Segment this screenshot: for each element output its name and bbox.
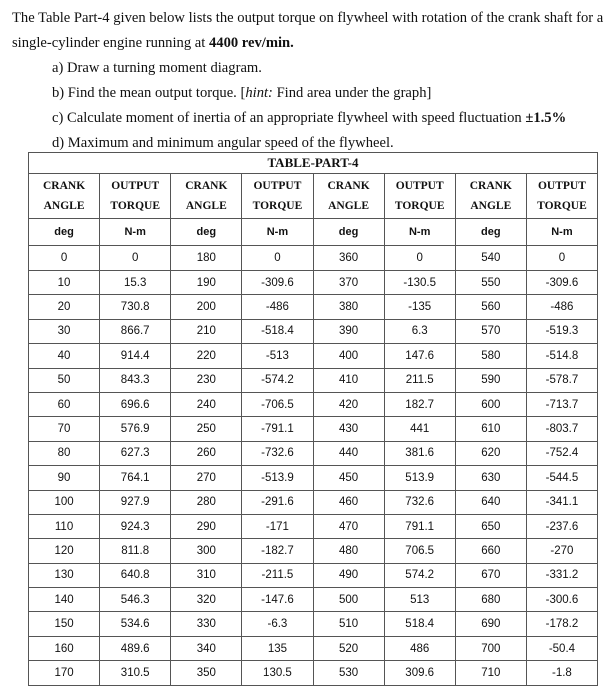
- crank-angle-cell: 300: [171, 539, 242, 563]
- crank-angle-cell: 700: [455, 636, 526, 660]
- output-torque-cell: 546.3: [100, 588, 171, 612]
- crank-angle-cell: 140: [29, 588, 100, 612]
- crank-angle-cell: 640: [455, 490, 526, 514]
- crank-angle-cell: 420: [313, 392, 384, 416]
- output-torque-cell: 135: [242, 636, 313, 660]
- output-torque-cell: 627.3: [100, 441, 171, 465]
- table-title: TABLE-PART-4: [29, 153, 598, 174]
- crank-angle-cell: 660: [455, 539, 526, 563]
- output-torque-cell: -309.6: [526, 271, 597, 295]
- output-torque-cell: 574.2: [384, 563, 455, 587]
- output-torque-cell: 0: [242, 246, 313, 271]
- crank-angle-cell: 200: [171, 295, 242, 319]
- output-torque-cell: -1.8: [526, 661, 597, 685]
- output-torque-cell: -578.7: [526, 368, 597, 392]
- unit-cell: N-m: [100, 219, 171, 246]
- crank-angle-cell: 610: [455, 417, 526, 441]
- output-torque-cell: 0: [100, 246, 171, 271]
- crank-angle-cell: 590: [455, 368, 526, 392]
- crank-angle-cell: 40: [29, 344, 100, 368]
- column-header-line: CRANK: [327, 180, 370, 192]
- crank-angle-cell: 20: [29, 295, 100, 319]
- crank-angle-cell: 580: [455, 344, 526, 368]
- crank-angle-cell: 630: [455, 466, 526, 490]
- table-row: [29, 588, 598, 612]
- crank-angle-cell: 480: [313, 539, 384, 563]
- output-torque-cell: -237.6: [526, 514, 597, 538]
- column-header-line: TORQUE: [394, 200, 445, 212]
- output-torque-cell: 576.9: [100, 417, 171, 441]
- crank-angle-cell: 0: [29, 246, 100, 271]
- table-row: [29, 368, 598, 392]
- crank-angle-cell: 220: [171, 344, 242, 368]
- output-torque-cell: -135: [384, 295, 455, 319]
- output-torque-cell: 130.5: [242, 661, 313, 685]
- speed-fluctuation: ±1.5%: [525, 110, 567, 126]
- table-row: [29, 514, 598, 538]
- column-header-line: ANGLE: [328, 200, 370, 212]
- output-torque-cell: 309.6: [384, 661, 455, 685]
- output-torque-cell: -331.2: [526, 563, 597, 587]
- output-torque-cell: 640.8: [100, 563, 171, 587]
- crank-angle-cell: 310: [171, 563, 242, 587]
- output-torque-cell: -211.5: [242, 563, 313, 587]
- column-header-line: OUTPUT: [253, 180, 302, 192]
- task-b: [52, 81, 607, 106]
- output-torque-cell: 764.1: [100, 466, 171, 490]
- crank-angle-cell: 100: [29, 490, 100, 514]
- crank-angle-cell: 460: [313, 490, 384, 514]
- crank-angle-cell: 530: [313, 661, 384, 685]
- output-torque-cell: 310.5: [100, 661, 171, 685]
- output-torque-cell: 866.7: [100, 319, 171, 343]
- unit-cell: deg: [171, 219, 242, 246]
- table-row: [29, 344, 598, 368]
- crank-angle-cell: 260: [171, 441, 242, 465]
- crank-angle-cell: 160: [29, 636, 100, 660]
- output-torque-cell: -791.1: [242, 417, 313, 441]
- column-header: [29, 174, 100, 219]
- table-row: [29, 539, 598, 563]
- output-torque-cell: 924.3: [100, 514, 171, 538]
- column-header: [100, 174, 171, 219]
- crank-angle-cell: 60: [29, 392, 100, 416]
- column-header: [384, 174, 455, 219]
- output-torque-cell: -574.2: [242, 368, 313, 392]
- table-row: [29, 466, 598, 490]
- output-torque-cell: -50.4: [526, 636, 597, 660]
- crank-angle-cell: 340: [171, 636, 242, 660]
- table-row: [29, 295, 598, 319]
- task-list: [12, 56, 607, 156]
- task-d: d) Maximum and minimum angular speed of the flywheel.: [52, 135, 394, 151]
- table-row: [29, 490, 598, 514]
- engine-speed: 4400 rev/min.: [208, 35, 294, 51]
- output-torque-cell: -300.6: [526, 588, 597, 612]
- crank-angle-cell: 270: [171, 466, 242, 490]
- column-header-line: TORQUE: [110, 200, 160, 212]
- crank-angle-cell: 510: [313, 612, 384, 636]
- crank-angle-cell: 370: [313, 271, 384, 295]
- crank-angle-cell: 550: [455, 271, 526, 295]
- column-header: [313, 174, 384, 219]
- output-torque-cell: -752.4: [526, 441, 597, 465]
- output-torque-cell: -270: [526, 539, 597, 563]
- crank-angle-cell: 690: [455, 612, 526, 636]
- crank-angle-cell: 150: [29, 612, 100, 636]
- output-torque-cell: -706.5: [242, 392, 313, 416]
- output-torque-cell: -803.7: [526, 417, 597, 441]
- output-torque-cell: 706.5: [384, 539, 455, 563]
- crank-angle-cell: 280: [171, 490, 242, 514]
- crank-angle-cell: 330: [171, 612, 242, 636]
- output-torque-cell: 441: [384, 417, 455, 441]
- output-torque-cell: -171: [242, 514, 313, 538]
- crank-angle-cell: 430: [313, 417, 384, 441]
- output-torque-cell: -291.6: [242, 490, 313, 514]
- column-header: [171, 174, 242, 219]
- output-torque-cell: -178.2: [526, 612, 597, 636]
- output-torque-cell: 513.9: [384, 466, 455, 490]
- column-header-line: TORQUE: [252, 200, 303, 212]
- intro-text: The Table Part-4 given below lists the output torque on flywheel with rotation of the crank shaft for a single-cylinder engine running at: [12, 10, 604, 51]
- unit-cell: N-m: [384, 219, 455, 246]
- output-torque-cell: 730.8: [100, 295, 171, 319]
- crank-angle-cell: 670: [455, 563, 526, 587]
- crank-angle-cell: 440: [313, 441, 384, 465]
- table-row: [29, 246, 598, 271]
- crank-angle-cell: 320: [171, 588, 242, 612]
- crank-angle-cell: 130: [29, 563, 100, 587]
- output-torque-cell: -182.7: [242, 539, 313, 563]
- output-torque-cell: 182.7: [384, 392, 455, 416]
- crank-angle-cell: 360: [313, 246, 384, 271]
- output-torque-cell: 486: [384, 636, 455, 660]
- crank-angle-cell: 680: [455, 588, 526, 612]
- crank-angle-cell: 540: [455, 246, 526, 271]
- table-row: [29, 319, 598, 343]
- output-torque-cell: 513: [384, 588, 455, 612]
- crank-angle-cell: 180: [171, 246, 242, 271]
- column-header-line: CRANK: [185, 180, 228, 192]
- crank-angle-cell: 600: [455, 392, 526, 416]
- output-torque-cell: -486: [526, 295, 597, 319]
- crank-angle-cell: 400: [313, 344, 384, 368]
- crank-angle-cell: 710: [455, 661, 526, 685]
- crank-angle-cell: 50: [29, 368, 100, 392]
- table-row: [29, 417, 598, 441]
- output-torque-cell: -513.9: [242, 466, 313, 490]
- crank-angle-cell: 230: [171, 368, 242, 392]
- crank-angle-cell: 470: [313, 514, 384, 538]
- crank-angle-cell: 620: [455, 441, 526, 465]
- column-header-line: OUTPUT: [395, 180, 444, 192]
- output-torque-cell: -518.4: [242, 319, 313, 343]
- crank-angle-cell: 210: [171, 319, 242, 343]
- column-header-line: ANGLE: [470, 200, 512, 212]
- torque-table: [28, 152, 598, 686]
- column-header-line: ANGLE: [185, 200, 227, 212]
- column-header-line: OUTPUT: [111, 180, 160, 192]
- output-torque-cell: 0: [384, 246, 455, 271]
- output-torque-cell: 489.6: [100, 636, 171, 660]
- hint-text: Find area under the graph]: [272, 85, 432, 101]
- crank-angle-cell: 450: [313, 466, 384, 490]
- table-row: [29, 271, 598, 295]
- crank-angle-cell: 90: [29, 466, 100, 490]
- column-header: [526, 174, 597, 219]
- crank-angle-cell: 350: [171, 661, 242, 685]
- output-torque-cell: 6.3: [384, 319, 455, 343]
- output-torque-cell: 927.9: [100, 490, 171, 514]
- crank-angle-cell: 570: [455, 319, 526, 343]
- output-torque-cell: 15.3: [100, 271, 171, 295]
- crank-angle-cell: 110: [29, 514, 100, 538]
- column-header-line: TORQUE: [537, 200, 587, 212]
- column-header: [455, 174, 526, 219]
- output-torque-cell: -713.7: [526, 392, 597, 416]
- unit-cell: N-m: [526, 219, 597, 246]
- table-row: [29, 392, 598, 416]
- hint-label: hint:: [245, 85, 273, 101]
- output-torque-cell: -341.1: [526, 490, 597, 514]
- column-header: [242, 174, 313, 219]
- output-torque-cell: 811.8: [100, 539, 171, 563]
- output-torque-cell: -514.8: [526, 344, 597, 368]
- output-torque-cell: 0: [526, 246, 597, 271]
- output-torque-cell: 843.3: [100, 368, 171, 392]
- output-torque-cell: 147.6: [384, 344, 455, 368]
- column-header-line: OUTPUT: [537, 180, 586, 192]
- table-row: [29, 563, 598, 587]
- output-torque-cell: 696.6: [100, 392, 171, 416]
- output-torque-cell: 732.6: [384, 490, 455, 514]
- unit-cell: deg: [313, 219, 384, 246]
- crank-angle-cell: 390: [313, 319, 384, 343]
- task-c: [52, 106, 607, 131]
- unit-cell: N-m: [242, 219, 313, 246]
- crank-angle-cell: 520: [313, 636, 384, 660]
- crank-angle-cell: 380: [313, 295, 384, 319]
- output-torque-cell: -513: [242, 344, 313, 368]
- task-c-text: c) Calculate moment of inertia of an appropriate flywheel with speed fluctuation: [52, 110, 526, 126]
- problem-statement: [12, 6, 607, 156]
- crank-angle-cell: 240: [171, 392, 242, 416]
- crank-angle-cell: 170: [29, 661, 100, 685]
- output-torque-cell: -544.5: [526, 466, 597, 490]
- table-row: [29, 441, 598, 465]
- output-torque-cell: 381.6: [384, 441, 455, 465]
- crank-angle-cell: 290: [171, 514, 242, 538]
- intro-paragraph: [12, 6, 607, 56]
- crank-angle-cell: 80: [29, 441, 100, 465]
- column-header-line: CRANK: [469, 180, 512, 192]
- output-torque-cell: 791.1: [384, 514, 455, 538]
- output-torque-cell: -519.3: [526, 319, 597, 343]
- unit-cell: deg: [455, 219, 526, 246]
- output-torque-cell: -130.5: [384, 271, 455, 295]
- output-torque-cell: -147.6: [242, 588, 313, 612]
- output-torque-cell: -309.6: [242, 271, 313, 295]
- crank-angle-cell: 560: [455, 295, 526, 319]
- output-torque-cell: 914.4: [100, 344, 171, 368]
- table-row: [29, 661, 598, 685]
- crank-angle-cell: 30: [29, 319, 100, 343]
- crank-angle-cell: 10: [29, 271, 100, 295]
- output-torque-cell: -732.6: [242, 441, 313, 465]
- unit-cell: deg: [29, 219, 100, 246]
- crank-angle-cell: 650: [455, 514, 526, 538]
- crank-angle-cell: 490: [313, 563, 384, 587]
- column-header-line: ANGLE: [43, 200, 85, 212]
- output-torque-cell: 518.4: [384, 612, 455, 636]
- table-row: [29, 636, 598, 660]
- crank-angle-cell: 250: [171, 417, 242, 441]
- output-torque-cell: -486: [242, 295, 313, 319]
- crank-angle-cell: 410: [313, 368, 384, 392]
- output-torque-cell: 211.5: [384, 368, 455, 392]
- task-a: a) Draw a turning moment diagram.: [52, 60, 262, 76]
- crank-angle-cell: 500: [313, 588, 384, 612]
- output-torque-cell: 534.6: [100, 612, 171, 636]
- output-torque-cell: -6.3: [242, 612, 313, 636]
- crank-angle-cell: 120: [29, 539, 100, 563]
- crank-angle-cell: 190: [171, 271, 242, 295]
- column-header-line: CRANK: [42, 180, 86, 192]
- task-b-text: b) Find the mean output torque. [: [52, 85, 246, 101]
- crank-angle-cell: 70: [29, 417, 100, 441]
- table-row: [29, 612, 598, 636]
